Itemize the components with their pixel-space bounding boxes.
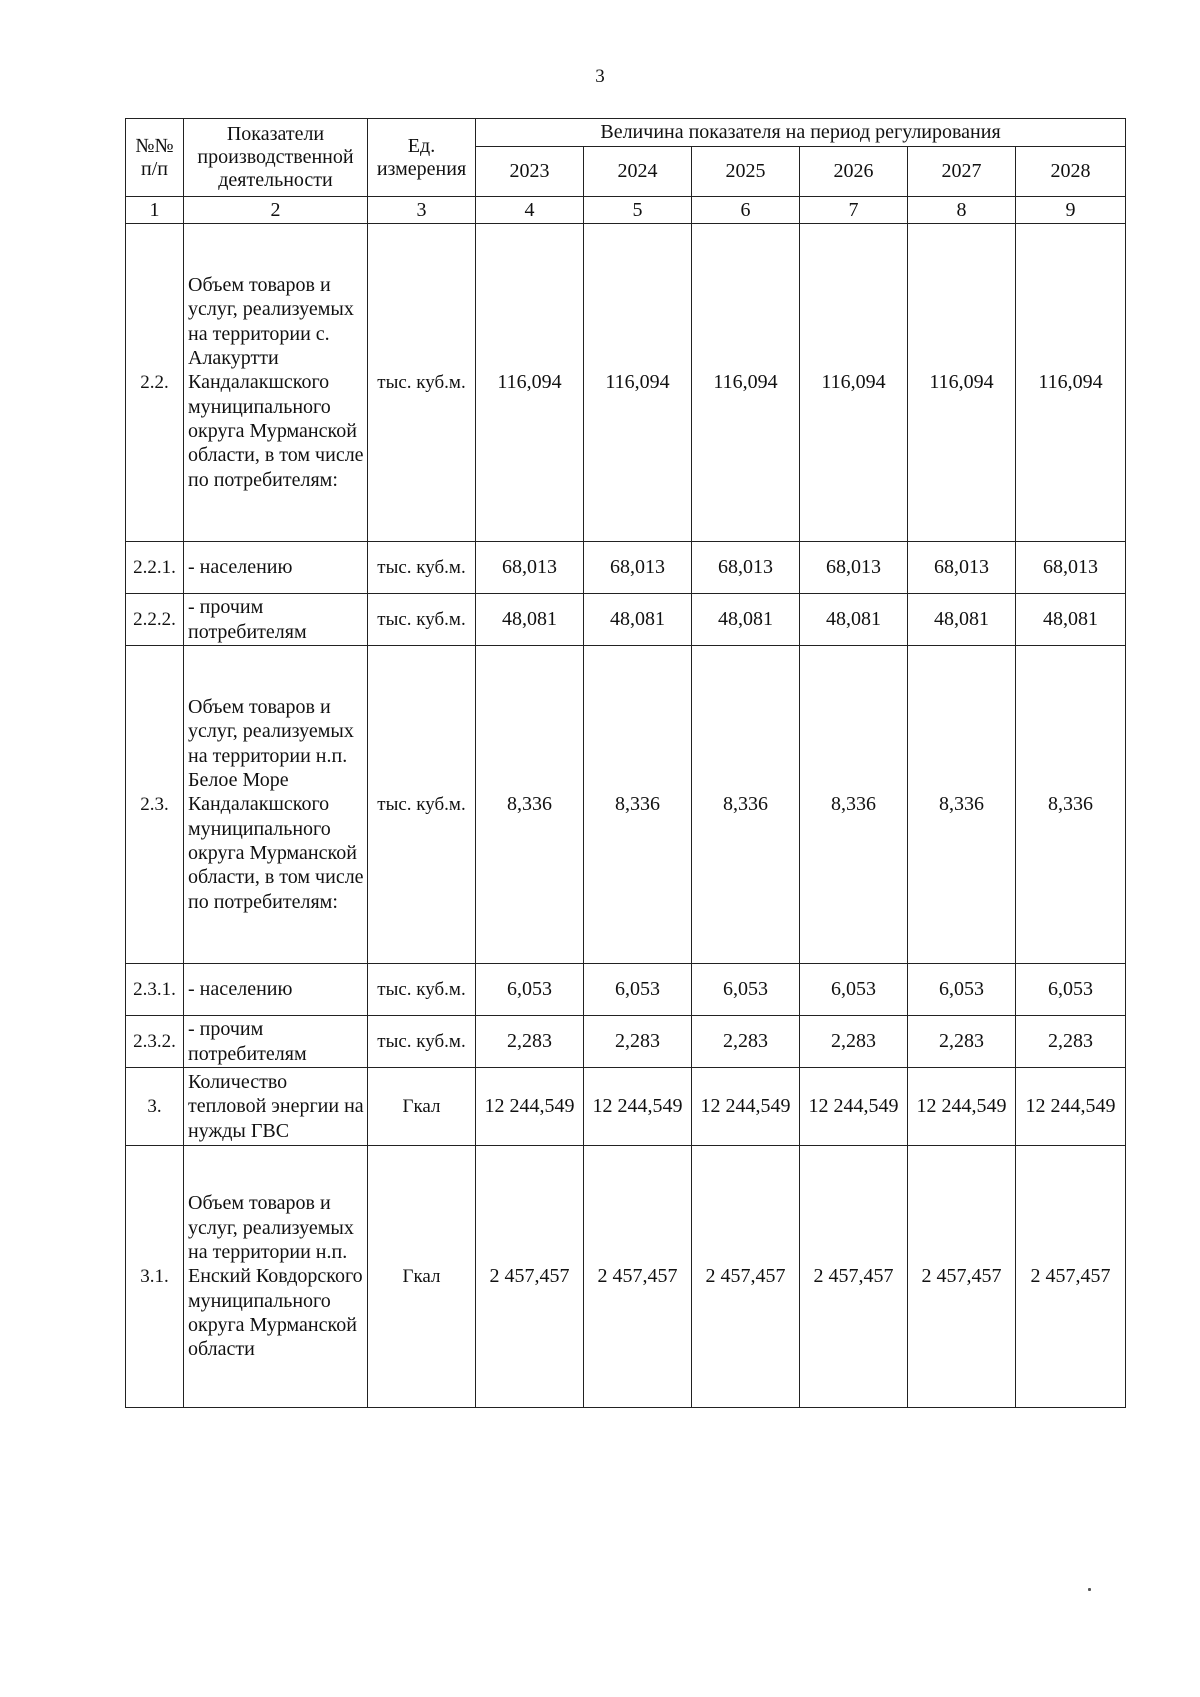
index-cell: 9 [1016, 197, 1126, 224]
row-unit: тыс. куб.м. [368, 1016, 476, 1068]
row-value: 48,081 [692, 594, 800, 646]
page-number: 3 [595, 66, 605, 87]
table-row [126, 1016, 1126, 1068]
row-value: 68,013 [800, 542, 908, 594]
row-number: 3. [126, 1068, 184, 1146]
header-year: 2028 [1016, 147, 1126, 197]
table-row [126, 542, 1126, 594]
production-indicators-table [125, 118, 1126, 1408]
index-cell: 6 [692, 197, 800, 224]
row-number: 2.2. [126, 224, 184, 542]
header-year: 2026 [800, 147, 908, 197]
row-value: 116,094 [800, 224, 908, 542]
table-row [126, 224, 1126, 542]
header-col-unit: Ед. измерения [368, 119, 476, 197]
scan-speck [1088, 1588, 1091, 1591]
row-value: 2,283 [692, 1016, 800, 1068]
row-number: 2.2.1. [126, 542, 184, 594]
row-value: 6,053 [1016, 964, 1126, 1016]
row-number: 3.1. [126, 1146, 184, 1408]
row-indicator: - прочим потребителям [184, 594, 368, 646]
header-col-no: №№ п/п [126, 119, 184, 197]
row-value: 2 457,457 [1016, 1146, 1126, 1408]
header-row-1 [126, 119, 1126, 147]
row-value: 8,336 [584, 646, 692, 964]
table-row [126, 1068, 1126, 1146]
row-value: 48,081 [584, 594, 692, 646]
header-year: 2027 [908, 147, 1016, 197]
row-value: 8,336 [908, 646, 1016, 964]
row-value: 6,053 [908, 964, 1016, 1016]
row-value: 2,283 [908, 1016, 1016, 1068]
table-row [126, 646, 1126, 964]
row-value: 2 457,457 [692, 1146, 800, 1408]
table-row [126, 594, 1126, 646]
row-number: 2.3.1. [126, 964, 184, 1016]
row-value: 68,013 [1016, 542, 1126, 594]
index-cell: 5 [584, 197, 692, 224]
row-value: 68,013 [692, 542, 800, 594]
row-value: 116,094 [1016, 224, 1126, 542]
row-unit: Гкал [368, 1146, 476, 1408]
header-year: 2024 [584, 147, 692, 197]
row-indicator: Объем товаров и услуг, реализуемых на территории с. Алакуртти Кандалакшского муниципального округа Мурманской области, в том числе по потребителям: [184, 224, 368, 542]
row-indicator: - населению [184, 964, 368, 1016]
row-value: 48,081 [1016, 594, 1126, 646]
row-unit: тыс. куб.м. [368, 542, 476, 594]
row-value: 6,053 [584, 964, 692, 1016]
row-value: 2,283 [800, 1016, 908, 1068]
row-unit: тыс. куб.м. [368, 594, 476, 646]
row-unit: тыс. куб.м. [368, 224, 476, 542]
header-year: 2023 [476, 147, 584, 197]
row-value: 68,013 [476, 542, 584, 594]
row-unit: Гкал [368, 1068, 476, 1146]
row-indicator: Количество тепловой энергии на нужды ГВС [184, 1068, 368, 1146]
header-col-indicator: Показатели производственной деятельности [184, 119, 368, 197]
row-number: 2.2.2. [126, 594, 184, 646]
row-value: 48,081 [908, 594, 1016, 646]
row-value: 116,094 [476, 224, 584, 542]
row-indicator: Объем товаров и услуг, реализуемых на территории н.п. Белое Море Кандалакшского муниципального округа Мурманской области, в том числе по потребителям: [184, 646, 368, 964]
index-cell: 3 [368, 197, 476, 224]
row-number: 2.3.2. [126, 1016, 184, 1068]
index-cell: 4 [476, 197, 584, 224]
row-value: 12 244,549 [476, 1068, 584, 1146]
row-value: 116,094 [908, 224, 1016, 542]
row-value: 12 244,549 [692, 1068, 800, 1146]
row-indicator: - прочим потребителям [184, 1016, 368, 1068]
row-value: 2 457,457 [908, 1146, 1016, 1408]
row-value: 6,053 [476, 964, 584, 1016]
row-value: 2,283 [1016, 1016, 1126, 1068]
row-value: 68,013 [584, 542, 692, 594]
table-row [126, 1146, 1126, 1408]
index-cell: 1 [126, 197, 184, 224]
row-value: 8,336 [1016, 646, 1126, 964]
row-value: 12 244,549 [908, 1068, 1016, 1146]
row-indicator: - населению [184, 542, 368, 594]
row-value: 2 457,457 [800, 1146, 908, 1408]
row-value: 116,094 [692, 224, 800, 542]
row-value: 2,283 [584, 1016, 692, 1068]
row-value: 2 457,457 [476, 1146, 584, 1408]
row-value: 116,094 [584, 224, 692, 542]
row-value: 48,081 [800, 594, 908, 646]
header-col-period: Величина показателя на период регулирования [476, 119, 1126, 147]
row-unit: тыс. куб.м. [368, 964, 476, 1016]
row-value: 6,053 [692, 964, 800, 1016]
row-value: 12 244,549 [584, 1068, 692, 1146]
header-index-row [126, 197, 1126, 224]
row-value: 8,336 [692, 646, 800, 964]
index-cell: 2 [184, 197, 368, 224]
row-value: 48,081 [476, 594, 584, 646]
row-indicator: Объем товаров и услуг, реализуемых на территории н.п. Енский Ковдорского муниципального округа Мурманской области [184, 1146, 368, 1408]
row-number: 2.3. [126, 646, 184, 964]
index-cell: 7 [800, 197, 908, 224]
row-value: 68,013 [908, 542, 1016, 594]
row-unit: тыс. куб.м. [368, 646, 476, 964]
row-value: 12 244,549 [800, 1068, 908, 1146]
index-cell: 8 [908, 197, 1016, 224]
row-value: 2,283 [476, 1016, 584, 1068]
row-value: 2 457,457 [584, 1146, 692, 1408]
row-value: 6,053 [800, 964, 908, 1016]
header-year: 2025 [692, 147, 800, 197]
row-value: 8,336 [800, 646, 908, 964]
row-value: 8,336 [476, 646, 584, 964]
table-row [126, 964, 1126, 1016]
row-value: 12 244,549 [1016, 1068, 1126, 1146]
